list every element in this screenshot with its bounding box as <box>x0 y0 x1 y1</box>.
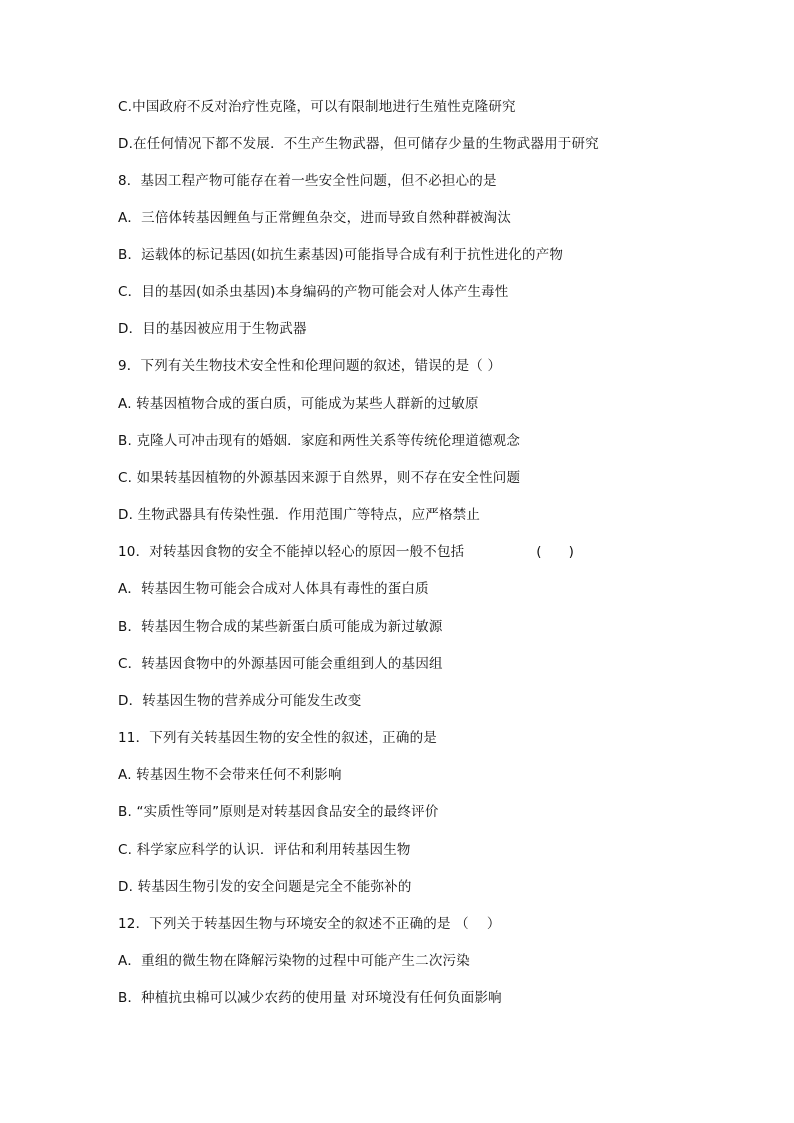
q9-option-b: B. 克隆人可冲击现有的婚姻．家庭和两性关系等传统伦理道德观念 <box>118 433 521 449</box>
q8-option-b: B．运载体的标记基因(如抗生素基因)可能指导合成有利于抗性进化的产物 <box>118 247 564 263</box>
q9-stem: 9．下列有关生物技术安全性和伦理问题的叙述，错误的是（ ） <box>118 358 502 374</box>
q10-option-b: B．转基因生物合成的某些新蛋白质可能成为新过敏源 <box>118 619 443 635</box>
q11-option-a: A. 转基因生物不会带来任何不利影响 <box>118 767 342 783</box>
q9-option-c: C. 如果转基因植物的外源基因来源于自然界，则不存在安全性问题 <box>118 470 521 486</box>
q8-stem: 8．基因工程产物可能存在着一些安全性问题，但不必担心的是 <box>118 173 497 189</box>
q11-option-b: B. “实质性等同”原则是对转基因食品安全的最终评价 <box>118 804 439 820</box>
q12-option-a: A．重组的微生物在降解污染物的过程中可能产生二次污染 <box>118 953 470 969</box>
q10-option-c: C．转基因食物中的外源基因可能会重组到人的基因组 <box>118 656 443 672</box>
q12-option-b: B．种植抗虫棉可以减少农药的使用量 对环境没有任何负面影响 <box>118 990 502 1006</box>
q11-option-d: D. 转基因生物引发的安全问题是完全不能弥补的 <box>118 879 412 895</box>
q10-option-d: D．转基因生物的营养成分可能发生改变 <box>118 693 362 709</box>
q10-stem: 10．对转基因食物的安全不能掉以轻心的原因一般不包括 ( ) <box>118 544 575 560</box>
q9-option-a: A. 转基因植物合成的蛋白质，可能成为某些人群新的过敏原 <box>118 396 479 412</box>
q7-option-d: D.在任何情况下都不发展．不生产生物武器，但可储存少量的生物武器用于研究 <box>118 136 599 152</box>
q7-option-c: C.中国政府不反对治疗性克隆，可以有限制地进行生殖性克隆研究 <box>118 99 516 115</box>
q8-option-a: A．三倍体转基因鲤鱼与正常鲤鱼杂交，进而导致自然种群被淘汰 <box>118 210 512 226</box>
q8-option-d: D．目的基因被应用于生物武器 <box>118 321 307 337</box>
q10-option-a: A．转基因生物可能会合成对人体具有毒性的蛋白质 <box>118 581 429 597</box>
q11-stem: 11．下列有关转基因生物的安全性的叙述，正确的是 <box>118 730 437 746</box>
q12-stem: 12．下列关于转基因生物与环境安全的叙述不正确的是 （ ） <box>118 916 501 932</box>
q9-option-d: D. 生物武器具有传染性强．作用范围广等特点，应严格禁止 <box>118 507 481 523</box>
q8-option-c: C．目的基因(如杀虫基因)本身编码的产物可能会对人体产生毒性 <box>118 284 509 300</box>
q11-option-c: C. 科学家应科学的认识．评估和利用转基因生物 <box>118 842 411 858</box>
